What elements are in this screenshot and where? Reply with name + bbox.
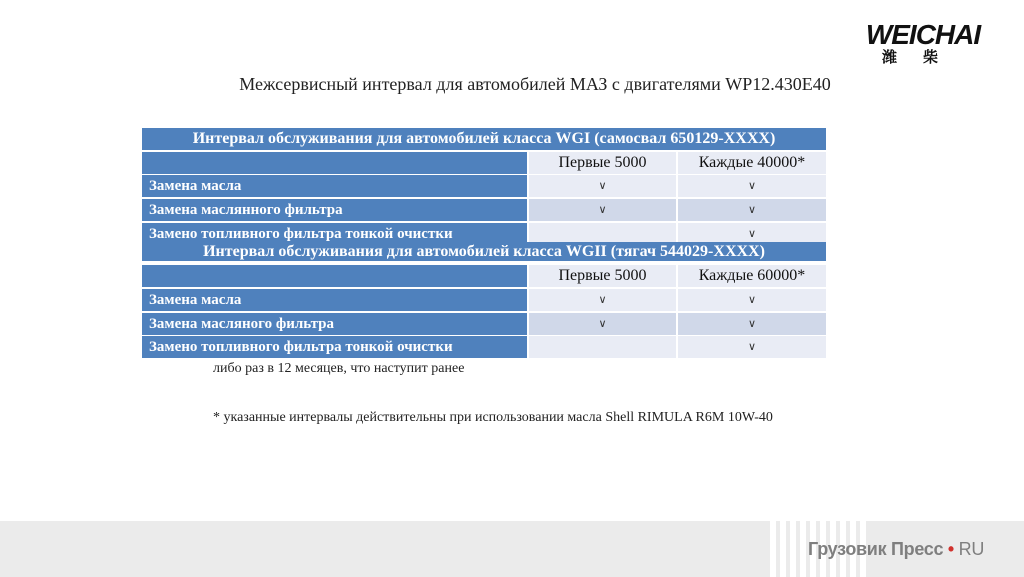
check-mark: ∨ (678, 175, 826, 197)
header-empty-cell (142, 152, 527, 174)
column-header-first: Первые 5000 (529, 265, 676, 287)
brand-logo-latin: WEICHAI (865, 19, 981, 50)
table-caption: Интервал обслуживания для автомобилей класса WGII (тягач 544029-XXXX) (142, 242, 826, 261)
interval-note: либо раз в 12 месяцев, что наступит ранее (213, 361, 465, 376)
row-label: Замена масляного фильтра (142, 313, 527, 335)
check-mark: ∨ (678, 289, 826, 311)
check-mark: ∨ (529, 175, 676, 197)
table-caption: Интервал обслуживания для автомобилей класса WGI (самосвал 650129-XXXX) (142, 128, 826, 150)
watermark-dot-icon: • (947, 539, 954, 559)
watermark-suffix: RU (958, 539, 985, 559)
empty-cell (529, 336, 676, 358)
oil-footnote: * указанные интервалы действительны при использовании масла Shell RIMULA R6M 10W-40 (213, 410, 773, 425)
row-label: Замена маслянного фильтра (142, 199, 527, 221)
table-row (142, 175, 826, 197)
row-label: Замено топливного фильтра тонкой очистки (142, 223, 527, 245)
table-row (142, 199, 826, 221)
row-label: Замена масла (142, 289, 527, 311)
check-mark: ∨ (678, 313, 826, 335)
check-mark: ∨ (678, 336, 826, 358)
table-row (142, 313, 826, 335)
table-header-row (142, 152, 826, 174)
table-header-row (142, 265, 826, 287)
header-empty-cell (142, 265, 527, 287)
check-mark: ∨ (529, 313, 676, 335)
table-row (142, 336, 826, 358)
row-label: Замена масла (142, 175, 527, 197)
check-mark: ∨ (529, 289, 676, 311)
brand-logo-cjk: 潍柴 (881, 48, 964, 66)
check-mark: ∨ (678, 223, 826, 245)
column-header-every: Каждые 40000* (678, 152, 826, 174)
column-header-first: Первые 5000 (529, 152, 676, 174)
watermark-name: Грузовик Пресс (808, 539, 944, 559)
column-header-every: Каждые 60000* (678, 265, 826, 287)
brand-logo (848, 19, 998, 66)
check-mark: ∨ (529, 199, 676, 221)
check-mark: ∨ (678, 199, 826, 221)
page-title: Межсервисный интервал для автомобилей МАЗ с двигателями WP12.430E40 (239, 74, 831, 94)
table-row (142, 289, 826, 311)
watermark (808, 539, 984, 560)
row-label: Замено топливного фильтра тонкой очистки (142, 336, 527, 358)
